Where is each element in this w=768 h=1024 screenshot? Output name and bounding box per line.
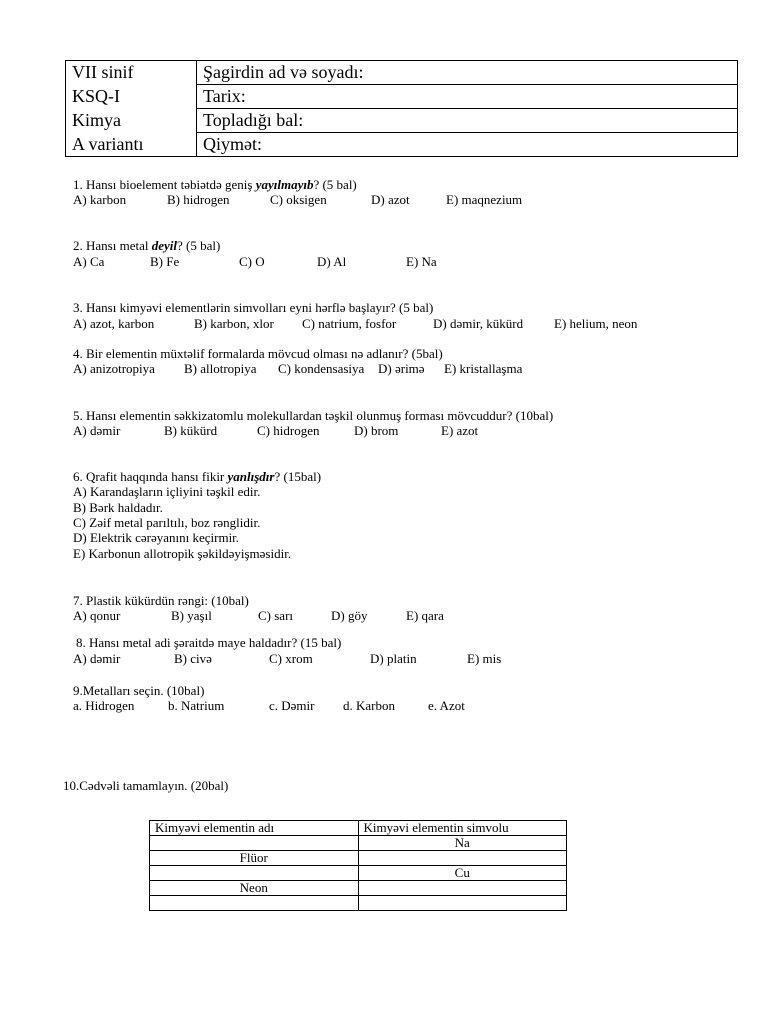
q5-option-b: B) kükürd	[164, 423, 218, 438]
question-1: 1. Hansı bioelement təbiətdə geniş yayılmayıb? (5 bal)	[73, 177, 357, 192]
q4-option-e: E) kristallaşma	[444, 361, 523, 376]
q6-option-e: E) Karbonun allotropik şəkildəyişməsidir.	[73, 546, 292, 561]
subject-label: Kimya	[66, 109, 197, 133]
q3-option-a: A) azot, karbon	[73, 316, 155, 331]
q7-option-c: C) sarı	[258, 608, 294, 623]
q4-option-d: D) ərimə	[378, 361, 425, 376]
q5-option-c: C) hidrogen	[257, 423, 320, 438]
q7-option-e: E) qara	[406, 608, 444, 623]
table-cell: Neon	[150, 881, 359, 896]
table-cell	[358, 896, 567, 911]
question-6: 6. Qrafit haqqında hansı fikir yanlışdır? (15bal)	[73, 469, 322, 484]
score-field: Topladığı bal:	[197, 109, 738, 133]
q2-option-c: C) O	[239, 254, 265, 269]
q7-option-b: B) yaşıl	[171, 608, 212, 623]
header-table	[65, 60, 738, 157]
question-2: 2. Hansı metal deyil? (5 bal)	[73, 238, 221, 253]
q8-option-a: A) dəmir	[73, 651, 121, 666]
variant-label: A variantı	[66, 133, 197, 157]
q9-option-a: a. Hidrogen	[73, 698, 135, 713]
q4-option-c: C) kondensasiya	[278, 361, 365, 376]
q1-option-d: D) azot	[371, 192, 410, 207]
q2-option-e: E) Na	[406, 254, 437, 269]
q3-option-d: D) dəmir, kükürd	[433, 316, 524, 331]
table-cell	[150, 866, 359, 881]
question-4: 4. Bir elementin müxtəlif formalarda mövcud olması nə adlanır? (5bal)	[73, 346, 443, 361]
q2-option-b: B) Fe	[150, 254, 180, 269]
question-5: 5. Hansı elementin səkkizatomlu molekullardan təşkil olunmuş forması mövcuddur? (10bal)	[73, 408, 554, 423]
date-field: Tarix:	[197, 85, 738, 109]
q1-option-a: A) karbon	[73, 192, 127, 207]
q6-option-a: A) Karandaşların içliyini təşkil edir.	[73, 484, 261, 499]
q5-option-a: A) dəmir	[73, 423, 121, 438]
q3-option-e: E) helium, neon	[554, 316, 638, 331]
table-cell: Cu	[358, 866, 567, 881]
table-cell: Na	[358, 836, 567, 851]
q9-option-b: b. Natrium	[168, 698, 225, 713]
table-header-symbol: Kimyəvi elementin simvolu	[358, 821, 567, 836]
q8-option-e: E) mis	[467, 651, 502, 666]
q5-option-e: E) azot	[441, 423, 479, 438]
q7-option-a: A) qonur	[73, 608, 121, 623]
q5-option-d: D) brom	[354, 423, 399, 438]
q9-option-c: c. Dəmir	[269, 698, 315, 713]
q7-option-d: D) göy	[331, 608, 368, 623]
q2-option-a: A) Ca	[73, 254, 105, 269]
table-cell	[358, 851, 567, 866]
table-header-name: Kimyəvi elementin adı	[150, 821, 359, 836]
q6-option-b: B) Bərk haldadır.	[73, 500, 163, 515]
q4-option-b: B) allotropiya	[184, 361, 257, 376]
question-9: 9.Metalları seçin. (10bal)	[73, 683, 205, 698]
table-cell	[150, 896, 359, 911]
q8-option-d: D) platin	[370, 651, 417, 666]
element-table	[149, 820, 567, 911]
question-8: 8. Hansı metal adi şəraitdə maye haldadır? (15 bal)	[76, 635, 342, 650]
q8-option-c: C) xrom	[269, 651, 313, 666]
student-name-field: Şagirdin ad və soyadı:	[197, 61, 738, 85]
q6-option-d: D) Elektrik cərəyanını keçirmir.	[73, 530, 240, 545]
class-label: VII sinif	[66, 61, 197, 85]
q9-option-d: d. Karbon	[343, 698, 395, 713]
table-cell	[358, 881, 567, 896]
q1-option-e: E) maqnezium	[446, 192, 523, 207]
grade-field: Qiymət:	[197, 133, 738, 157]
q4-option-a: A) anizotropiya	[73, 361, 155, 376]
q6-option-c: C) Zəif metal parıltılı, boz rənglidir.	[73, 515, 261, 530]
q9-option-e: e. Azot	[428, 698, 465, 713]
q3-option-b: B) karbon, xlor	[194, 316, 274, 331]
q1-option-b: B) hidrogen	[167, 192, 230, 207]
q1-option-c: C) oksigen	[270, 192, 327, 207]
q2-option-d: D) Al	[317, 254, 347, 269]
question-10: 10.Cədvəli tamamlayın. (20bal)	[63, 778, 229, 793]
table-cell	[150, 836, 359, 851]
question-3: 3. Hansı kimyəvi elementlərin simvolları eyni hərflə başlayır? (5 bal)	[73, 300, 434, 315]
q8-option-b: B) civə	[174, 651, 212, 666]
table-cell: Flüor	[150, 851, 359, 866]
q3-option-c: C) natrium, fosfor	[302, 316, 397, 331]
question-7: 7. Plastik kükürdün rəngi: (10bal)	[73, 593, 249, 608]
exam-label: KSQ-I	[66, 85, 197, 109]
